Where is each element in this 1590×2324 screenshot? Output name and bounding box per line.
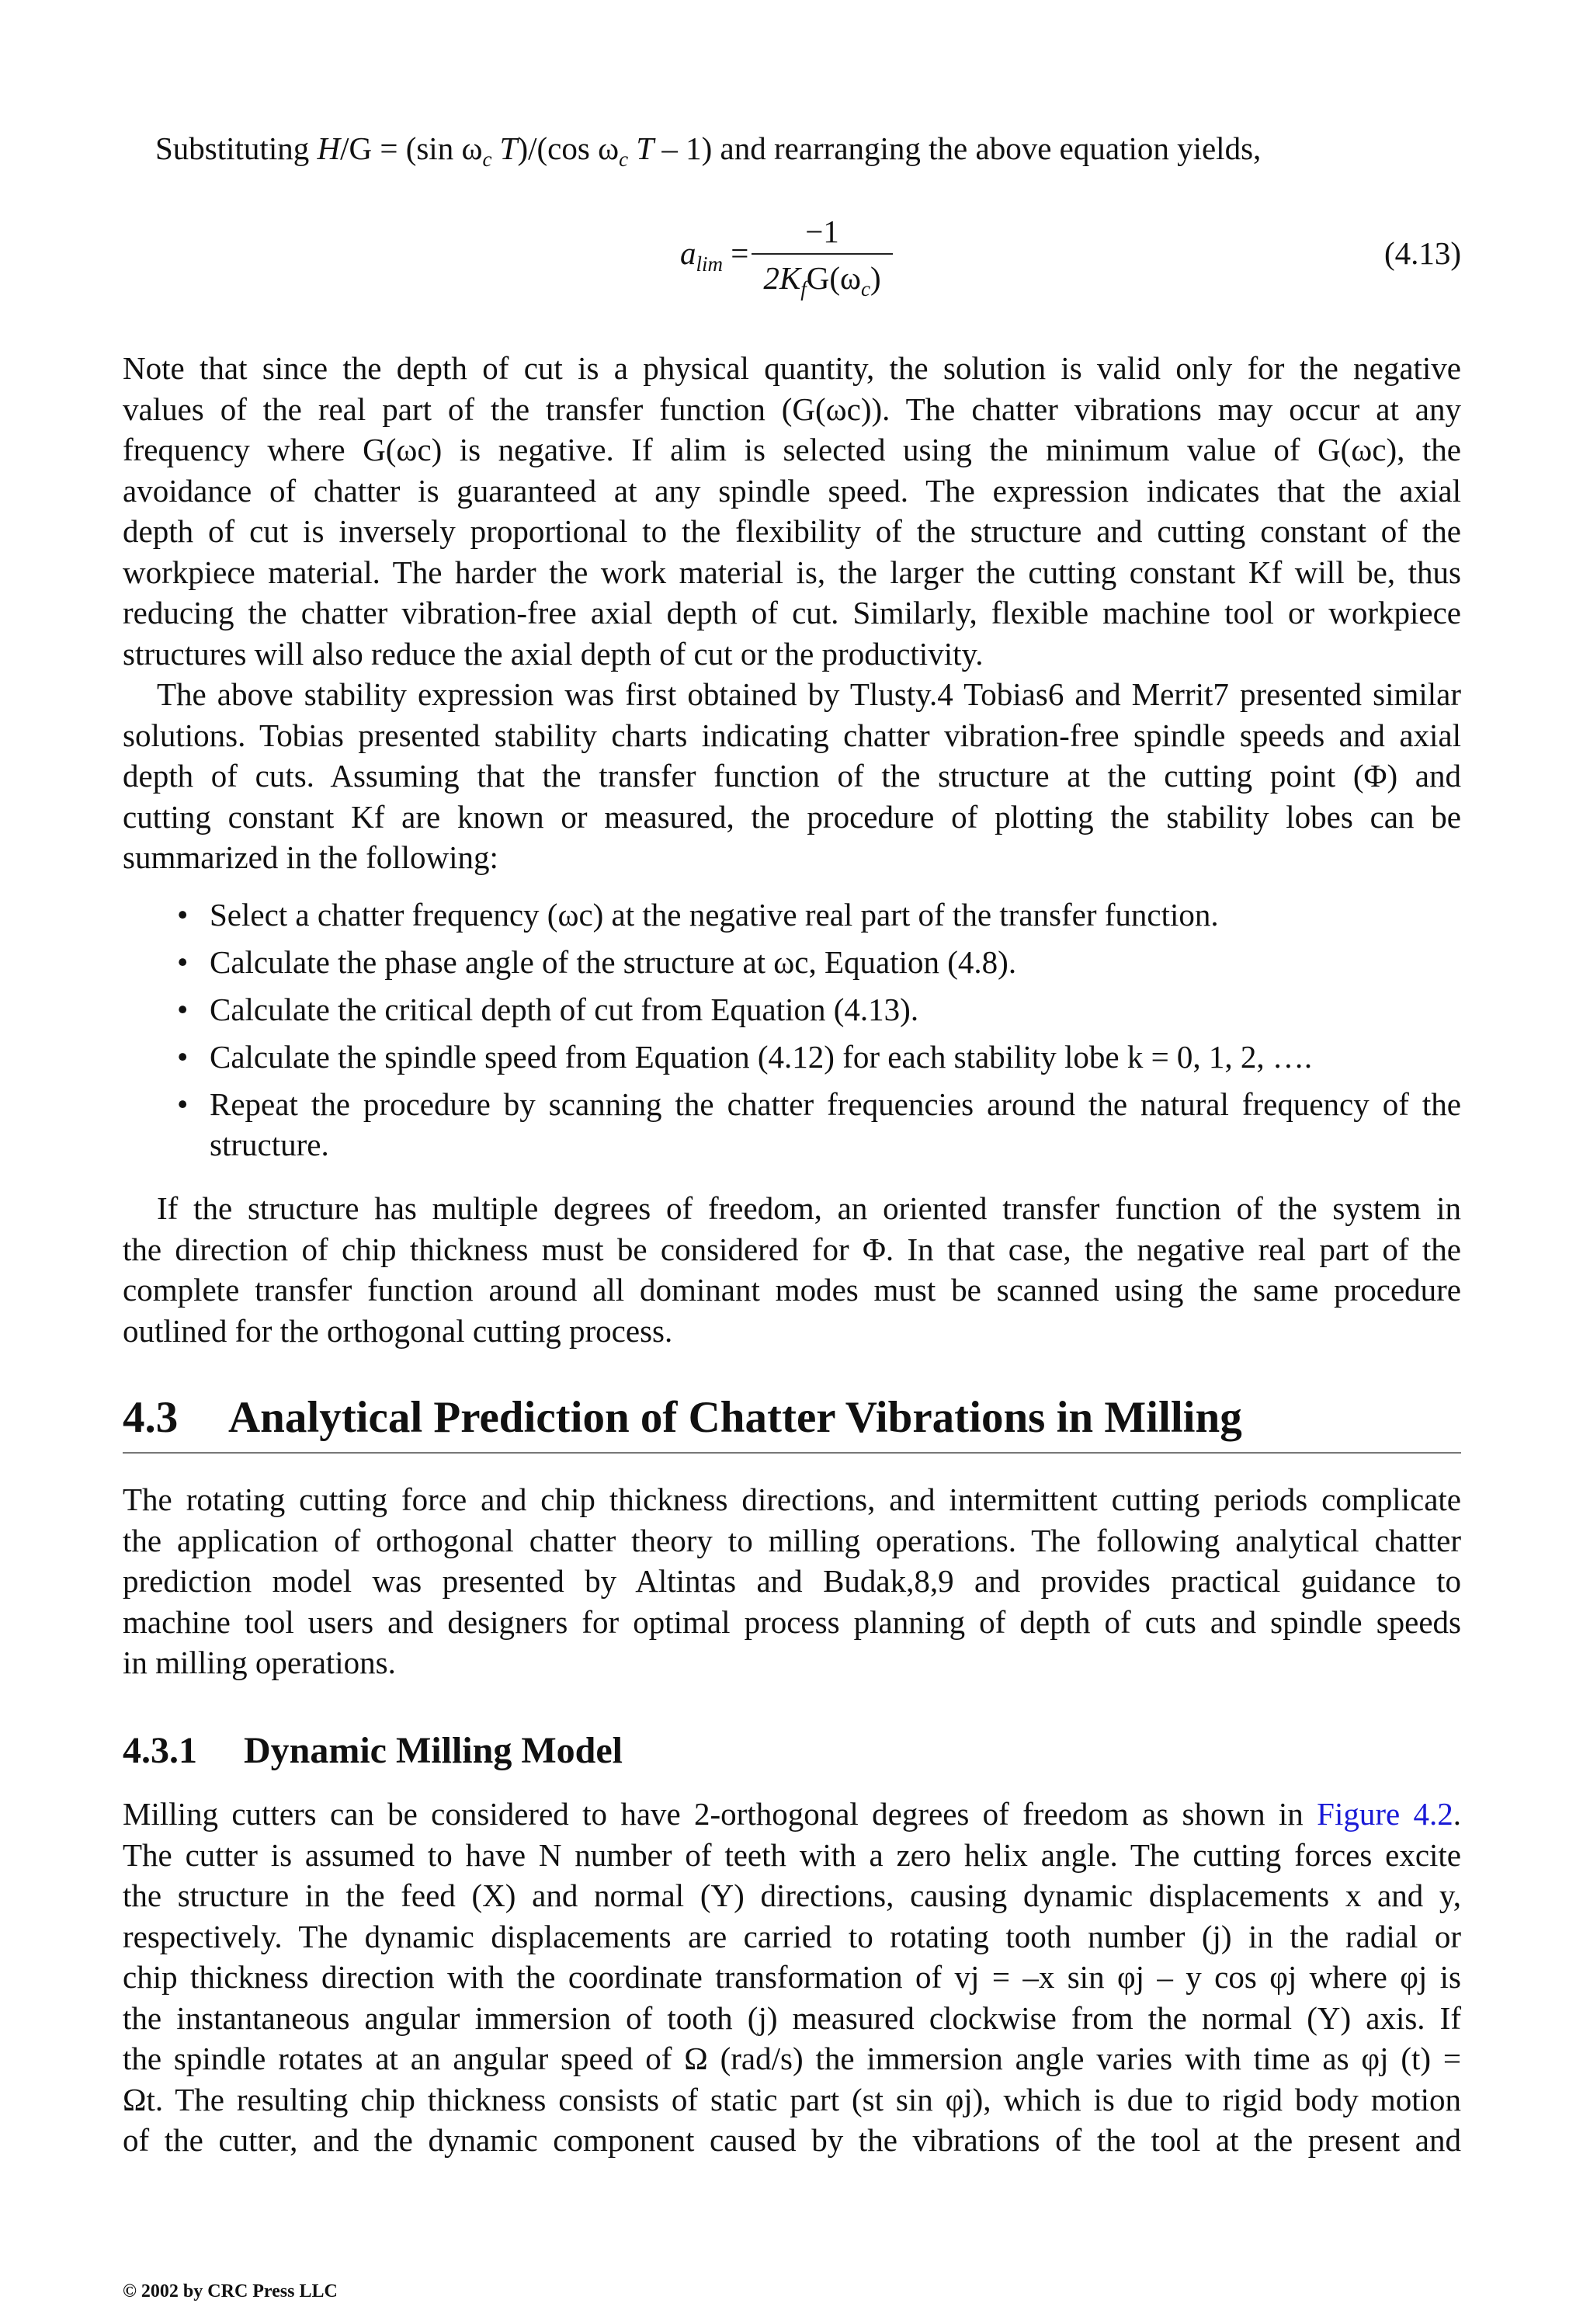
paragraph-note: Note that since the depth of cut is a physical quantity, the solution is valid only for the negative values of the real part of the transfer function (G(ωc)). The chatter vibrations may occur at any frequency where G(ωc) is negative. If alim is selected using the minimum value of G(ωc), the avoidance of chatter is guaranteed at any spindle speed. The expression indicates that the axial depth of cut is inversely proportional to the flexibility of the structure and cutting constant of the workpiece material. The harder the work material is, the larger the cutting constant Kf will be, thus reducing the chatter vibration-free axial depth of cut. Similarly, flexible machine tool or workpiece structures will also reduce the axial depth of cut or the productivity. — [123, 350, 1461, 672]
line-with-figure-link: Milling cutters can be considered to have 2-orthogonal degrees of freedom as shown in Figure 4.2. — [123, 1796, 1462, 1832]
equation-4-13 — [123, 211, 1461, 312]
equation-number: (4.13) — [1383, 235, 1461, 271]
body-paragraphs-3 — [123, 1479, 1461, 1683]
paragraph-dynamic-model: Milling cutters can be considered to have 2-orthogonal degrees of freedom as shown in Figure 4.2. The cutter is assumed to have N number of teeth with a zero helix angle. The cutting forces excite the structure in the feed (X) and normal (Y) directions, causing dynamic displacements x and y, respectively. The dynamic displacements are carried to rotating tooth number (j) in the radial or chip thickness direction with the coordinate transformation of vj = –x sin φj – y cos φj where φj is the instantaneous angular immersion of tooth (j) measured clockwise from the normal (Y) axis. If the spindle rotates at an angular speed of Ω (rad/s) the immersion angle varies with time as φj (t) = Ωt. The resulting chip thickness consists of static part (st sin φj), which is due to rigid body motion of the cutter, and the dynamic component caused by the vibrations of the tool at the present and — [123, 1794, 1461, 2161]
list-item: • Calculate the phase angle of the structure at ωc, Equation (4.8). — [177, 942, 1461, 982]
equation-numerator: −1 — [805, 214, 839, 249]
list-item: • Repeat the procedure by scanning the chatter frequencies around the natural frequency of the structure. — [177, 1084, 1461, 1165]
procedure-list — [177, 895, 1461, 1172]
list-item: • Calculate the spindle speed from Equation (4.12) for each stability lobe k = 0, 1, 2, …. — [177, 1037, 1461, 1077]
section-heading: 4.3 Analytical Prediction of Chatter Vibrations in Milling — [123, 1390, 1461, 1454]
list-item: • Select a chatter frequency (ωc) at the negative real part of the transfer function. — [177, 895, 1461, 935]
body-paragraphs-1 — [123, 348, 1461, 878]
figure-link[interactable]: Figure 4.2 — [1317, 1796, 1453, 1832]
paragraph-milling-intro: The rotating cutting force and chip thickness directions, and intermittent cutting periods complicate the application of orthogonal chatter theory to milling operations. The following analytical chatter prediction model was presented by Altintas and Budak,8,9 and provides practical guidance to machine tool users and designers for optimal process planning of depth of cuts and spindle speeds in milling operations. — [123, 1482, 1461, 1680]
intro-line: Substituting H/G = (sin $\omega_c$ T)/(cos $\omega_c$ T – 1) and rearranging the above equation yields, — [155, 130, 1262, 171]
equation-lhs: $a_{lim}$ = — [680, 235, 749, 276]
subsection-heading: 4.3.1 Dynamic Milling Model — [123, 1730, 623, 1771]
copyright-footer: © 2002 by CRC Press LLC — [123, 2281, 338, 2301]
body-paragraphs-2 — [123, 1188, 1461, 1351]
paragraph-multiple-dof: If the structure has multiple degrees of freedom, an oriented transfer function of the system in the direction of chip thickness must be considered for Φ. In that case, the negative real part of the complete transfer function around all dominant modes must be scanned using the same procedure outlined for the orthogonal cutting process. — [123, 1190, 1461, 1349]
equation-fraction — [752, 211, 893, 298]
paragraph-stability: The above stability expression was first obtained by Tlusty.4 Tobias6 and Merrit7 presented similar solutions. Tobias presented stability charts indicating chatter vibration-free spindle speeds and axial depth of cuts. Assuming that the transfer function of the structure at the cutting point (Φ) and cutting constant Kf are known or measured, the procedure of plotting the stability lobes can be summarized in the following: — [123, 676, 1461, 875]
list-item: • Calculate the critical depth of cut from Equation (4.13). — [177, 989, 1461, 1030]
fraction-bar — [752, 253, 893, 255]
equation-denominator: $2K_fG(\omega_c)$ — [763, 260, 881, 300]
body-paragraphs-4 — [123, 1794, 1461, 2161]
